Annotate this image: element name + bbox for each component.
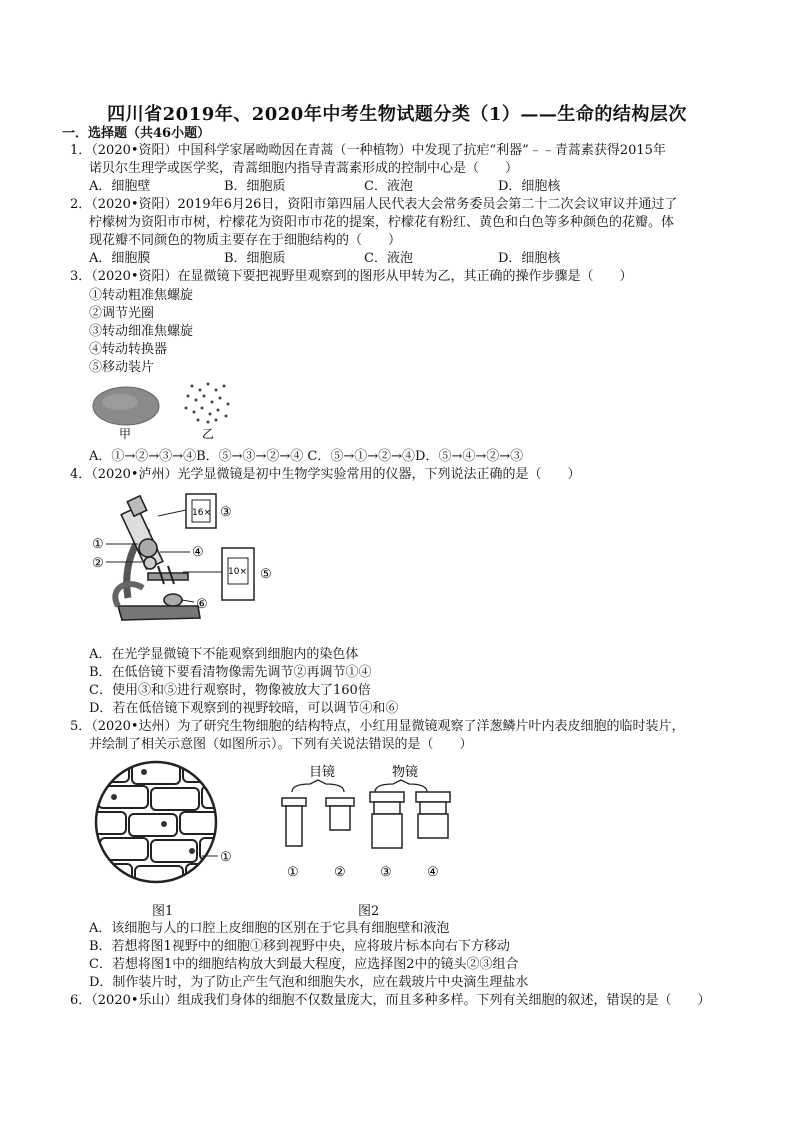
q3-step-2: ②调节光圈 <box>89 306 155 321</box>
q5-lens-1: ① <box>287 865 299 880</box>
q1-option-a[interactable]: A．细胞壁 <box>89 179 151 194</box>
q2-option-c[interactable]: C．液泡 <box>364 251 413 266</box>
q5-fig1-cells <box>94 760 254 890</box>
q4-label-4: ④ <box>192 545 204 560</box>
q4-option-c[interactable]: C．使用③和⑤进行观察时，物像被放大了160倍 <box>89 683 371 698</box>
q4-label-1: ① <box>92 537 104 552</box>
q3-figure <box>90 378 240 440</box>
q4-option-a[interactable]: A．在光学显微镜下不能观察到细胞内的染色体 <box>89 647 359 662</box>
q2-option-d[interactable]: D．细胞核 <box>498 251 561 266</box>
q2-option-a[interactable]: A．细胞膜 <box>89 251 151 266</box>
q3-step-5: ⑤移动装片 <box>89 360 155 375</box>
q4-eyepiece-label: 16× <box>192 508 211 518</box>
q5-lens-4: ④ <box>427 865 439 880</box>
q5-stem-line1: 5．（2020•达州）为了研究生物细胞的结构特点，小红用显微镜观察了洋葱鳞片叶内表皮细胞的临时装片， <box>70 719 685 734</box>
q1-option-b[interactable]: B．细胞质 <box>224 179 286 194</box>
q6-stem: 6．（2020•乐山）组成我们身体的细胞不仅数量庞大，而且多种多样。下列有关细胞的叙述，错误的是（ ） <box>70 993 711 1008</box>
q4-label-3: ③ <box>220 505 232 520</box>
q2-stem-line1: 2．（2020•资阳）2019年6月26日，资阳市第四届人民代表大会常务委员会第二十二次会议审议并通过了 <box>70 197 678 212</box>
q3-label-yi: 乙 <box>202 427 215 441</box>
q5-option-d[interactable]: D．制作装片时，为了防止产生气泡和细胞失水，应在载玻片中央滴生理盐水 <box>89 975 529 990</box>
q4-label-2: ② <box>92 556 104 571</box>
q5-lens-2: ② <box>334 865 346 880</box>
q3-label-jia: 甲 <box>119 427 132 441</box>
q5-stem-line2: 并绘制了相关示意图（如图所示）。下列有关说法错误的是（ ） <box>89 737 473 752</box>
q2-stem-line3: 现花瓣不同颜色的物质主要存在于细胞结构的（ ） <box>89 233 402 248</box>
q1-option-c[interactable]: C．液泡 <box>364 179 413 194</box>
q4-objective-label: 10× <box>228 567 247 577</box>
q3-options[interactable]: A．①→②→③→④B．⑤→③→②→④ C．⑤→①→②→④D．⑤→④→②→③ <box>89 449 524 464</box>
q3-step-1: ①转动粗准焦螺旋 <box>89 288 194 303</box>
q4-label-6: ⑥ <box>196 597 208 612</box>
q1-stem-line2: 诺贝尔生理学或医学奖，青蒿细胞内指导青蒿素形成的控制中心是（ ） <box>89 161 519 176</box>
q5-fig2-caption: 图2 <box>358 904 380 919</box>
page-title: 四川省2019年、2020年中考生物试题分类（1）——生命的结构层次 <box>107 104 687 125</box>
q5-lens-3: ③ <box>380 865 392 880</box>
q5-fig2-lenses <box>270 762 470 882</box>
q3-stem: 3．（2020•资阳）在显微镜下要把视野里观察到的图形从甲转为乙，其正确的操作步骤是（ ） <box>70 269 633 284</box>
q4-option-b[interactable]: B．在低倍镜下要看清物像需先调节②再调节①④ <box>89 665 372 680</box>
q1-stem-line1: 1．（2020•资阳）中国科学家屠呦呦因在青蒿（一种植物）中发现了抗疟“利器”﹣﹣青蒿素获得2015年 <box>70 143 666 158</box>
q5-option-a[interactable]: A．该细胞与人的口腔上皮细胞的区别在于它具有细胞壁和液泡 <box>89 921 450 936</box>
q5-option-b[interactable]: B．若想将图1视野中的细胞①移到视野中央，应将玻片标本向右下方移动 <box>89 939 510 954</box>
section-heading: 一．选择题（共46小题） <box>62 126 211 141</box>
q3-clear-view <box>185 383 230 424</box>
q4-label-5: ⑤ <box>260 567 272 582</box>
q4-stem: 4．（2020•泸州）光学显微镜是初中生物学实验常用的仪器，下列说法正确的是（ ） <box>70 467 581 482</box>
q1-option-d[interactable]: D．细胞核 <box>498 179 561 194</box>
q5-fig1-marker: ① <box>220 850 232 865</box>
q2-options <box>89 251 689 267</box>
q2-stem-line2: 柠檬树为资阳市市树，柠檬花为资阳市市花的提案，柠檬花有粉红、黄色和白色等多种颜色的花瓣。体 <box>89 215 675 230</box>
q3-step-3: ③转动细准焦螺旋 <box>89 324 194 339</box>
q5-fig1-caption: 图1 <box>152 904 174 919</box>
q5-eyepiece-label: 目镜 <box>309 765 336 780</box>
q2-option-b[interactable]: B．细胞质 <box>224 251 286 266</box>
q5-option-c[interactable]: C．若想将图1中的细胞结构放大到最大程度，应选择图2中的镜头②③组合 <box>89 957 519 972</box>
q5-objective-label: 物镜 <box>392 765 419 780</box>
q4-microscope-figure <box>88 488 308 640</box>
q1-options <box>89 179 689 195</box>
q4-option-d[interactable]: D．若在低倍镜下观察到的视野较暗，可以调节④和⑥ <box>89 701 399 716</box>
q3-step-4: ④转动转换器 <box>89 342 168 357</box>
